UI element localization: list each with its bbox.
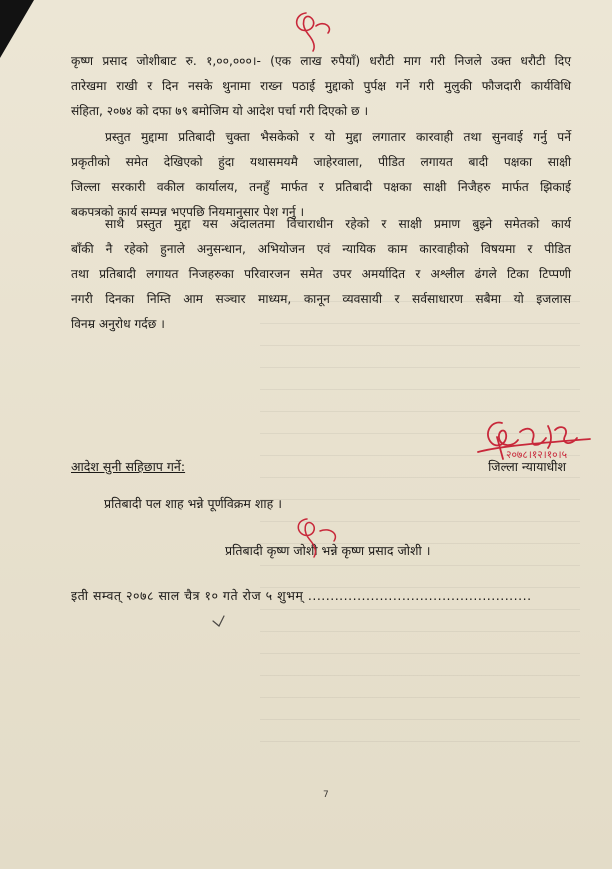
- initial-mark-top: [297, 13, 330, 51]
- text-line: प्रस्तुत मुद्दामा प्रतिबादी चुक्ता भैसकेको र यो मुद्दा लगातार कारवाही तथा सुनवाई गर्नु पर्ने: [105, 130, 571, 144]
- text-line: प्रकृतीको समेत देखिएको हुंदा यथासमयमै जाहेरवाला, पीडित लगायत बादी पक्षका साक्षी: [71, 155, 571, 169]
- text-line: बकपत्रको कार्य सम्पन्न भएपछि नियमानुसार पेश गर्नु ।: [71, 205, 305, 219]
- text-line: तथा प्रतिबादी लगायत निजहरुका परिवारजन समेत उपर अमर्यादित र अश्लील ढंगले टिका टिप्पणी: [71, 267, 571, 281]
- judge-title: जिल्ला न्यायाधीश: [488, 459, 566, 474]
- ordered-by-heading: आदेश सुनी सहिछाप गर्ने:: [71, 459, 186, 474]
- text-line: संहिता, २०७४ को दफा ७९ बमोजिम यो आदेश पर्चा गरी दिएको छ ।: [71, 104, 369, 118]
- page-number: 7: [323, 790, 329, 800]
- text-line: जिल्ला सरकारी वकील कार्यालय, तनहुँ मार्फत र प्रतिबादी पक्षका साक्षी निजैहरु मार्फत झिकाई: [71, 180, 571, 194]
- pencil-tick-mark: [213, 616, 224, 626]
- text-line: साथै प्रस्तुत मुद्दा यस अदालतमा विचाराधीन रहेको र साक्षी प्रमाण बुझ्ने समेतको कार्य: [105, 217, 571, 231]
- attendee-line: प्रतिबादी कृष्ण जोशी भन्ने कृष्ण प्रसाद जोशी ।: [225, 543, 431, 558]
- closing-date-line: इती सम्वत् २०७८ साल चैत्र १० गते रोज ५ शुभम् ..................................................: [71, 588, 532, 603]
- signature-date: २०७८।१२।१०।५: [506, 449, 568, 461]
- text-line: विनम्र अनुरोध गर्दछ ।: [71, 317, 165, 331]
- text-line: नगरी दिनका निम्ति आम सञ्चार माध्यम, कानून व्यवसायी र सर्वसाधारण सबैमा यो इजलास: [71, 292, 571, 306]
- text-line: कृष्ण प्रसाद जोशीबाट रु. १,००,०००।- (एक लाख रुपैयाँ) धरौटी माग गरी निजले उक्त धरौटी दिए: [71, 54, 571, 68]
- text-line: बाँकी नै रहेको हुनाले अनुसन्धान, अभियोजन एवं न्यायिक काम कारवाहीको विषयमा र पीडित: [71, 242, 571, 256]
- attendee-line: प्रतिबादी पल शाह भन्ने पूर्णविक्रम शाह ।: [104, 496, 282, 511]
- text-line: तारेखमा राखी र दिन नसके थुनामा राख्न पठाई मुद्दाको पुर्पक्ष गर्ने गरी मुलुकी फौजदारी कार्यविधि: [71, 79, 571, 93]
- initial-mark-bottom: [298, 519, 335, 557]
